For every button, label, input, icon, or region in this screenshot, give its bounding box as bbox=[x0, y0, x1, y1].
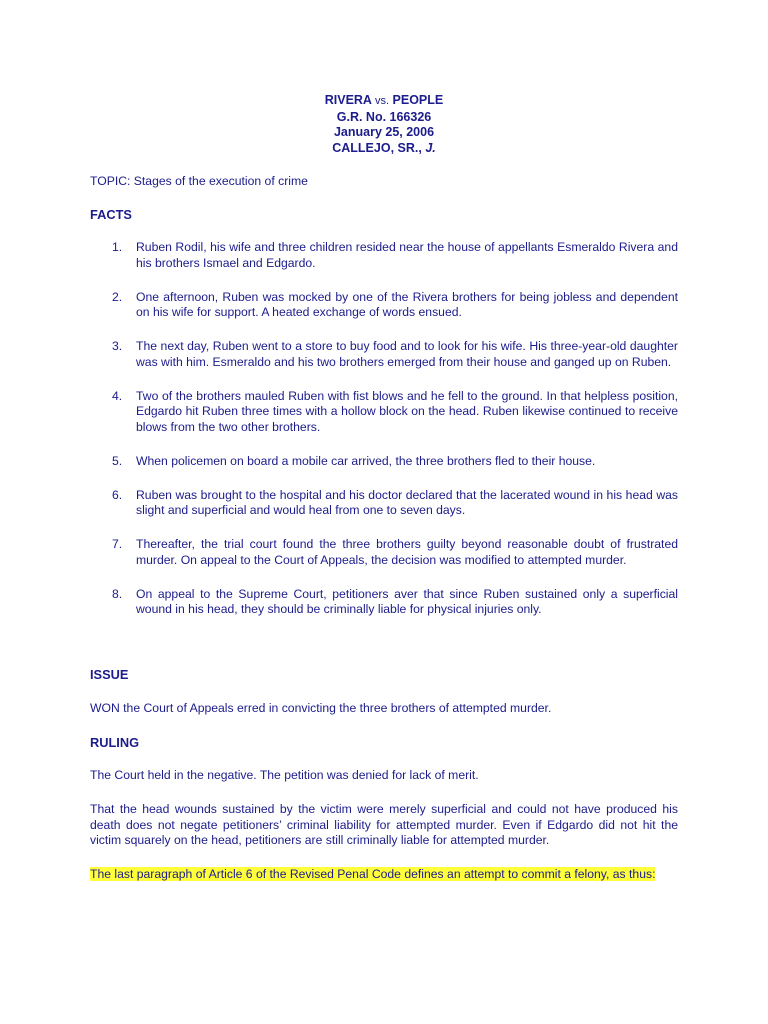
list-item-text: The next day, Ruben went to a store to buy food and to look for his wife. His three-year-old daughter was with him. Esmeraldo and his two brothers emerged from their house and ganged up on Ruben. bbox=[136, 339, 678, 369]
list-item bbox=[90, 454, 678, 470]
facts-heading: FACTS bbox=[90, 207, 132, 222]
ponente-name: CALLEJO, SR., bbox=[332, 140, 422, 155]
list-item-number: 5. bbox=[112, 453, 123, 468]
ruling-paragraph-highlighted bbox=[90, 867, 678, 883]
ponente bbox=[0, 141, 768, 157]
ponente-suffix: J. bbox=[425, 140, 436, 155]
list-item bbox=[90, 389, 678, 436]
list-item bbox=[90, 339, 678, 370]
gr-number: G.R. No. 166326 bbox=[336, 109, 432, 124]
list-item bbox=[90, 537, 678, 568]
highlighted-text: The last paragraph of Article 6 of the Revised Penal Code defines an attempt to commit a felony, as thus: bbox=[90, 867, 656, 881]
list-item-text: When policemen on board a mobile car arrived, the three brothers fled to their house. bbox=[136, 453, 596, 468]
list-item-number: 6. bbox=[112, 487, 123, 502]
list-item-text: One afternoon, Ruben was mocked by one of the Rivera brothers for being jobless and dependent on his wife for support. A heated exchange of words ensued. bbox=[136, 289, 678, 319]
case-party-left: RIVERA bbox=[324, 93, 372, 107]
list-item bbox=[90, 488, 678, 519]
facts-list bbox=[90, 240, 678, 636]
list-item bbox=[90, 290, 678, 321]
list-item-number: 1. bbox=[112, 240, 123, 254]
list-item bbox=[90, 240, 678, 271]
case-party-right: PEOPLE bbox=[392, 93, 444, 107]
list-item-number: 8. bbox=[112, 586, 123, 601]
issue-text: WON the Court of Appeals erred in convicting the three brothers of attempted murder. bbox=[90, 701, 552, 715]
topic-line: TOPIC: Stages of the execution of crime bbox=[90, 174, 308, 188]
ruling-heading: RULING bbox=[90, 735, 140, 750]
ruling-paragraph: That the head wounds sustained by the victim were merely superficial and could not have produced his death does not negate petitioners’ criminal liability for attempted murder. Even if Edgardo did not hit the victim squarely on the head, petitioners are still criminally liable for attempted murder. bbox=[90, 802, 678, 847]
list-item-number: 7. bbox=[112, 537, 123, 551]
case-header bbox=[0, 93, 768, 156]
decision-date: January 25, 2006 bbox=[333, 125, 435, 139]
list-item-number: 4. bbox=[112, 388, 123, 403]
list-item bbox=[90, 587, 678, 618]
list-item-text: Ruben Rodil, his wife and three children resided near the house of appellants Esmeraldo Rivera and his brothers Ismael and Edgardo. bbox=[136, 240, 678, 270]
list-item-text: Two of the brothers mauled Ruben with fist blows and he fell to the ground. In that helpless position, Edgardo hit Ruben three times with a hollow block on the head. Ruben likewise continued to receive blows from the two other brothers. bbox=[136, 388, 678, 434]
list-item-number: 2. bbox=[112, 289, 123, 304]
case-title bbox=[0, 93, 768, 110]
issue-heading: ISSUE bbox=[90, 667, 129, 682]
ruling-paragraph: The Court held in the negative. The petition was denied for lack of merit. bbox=[90, 768, 479, 782]
list-item-text: On appeal to the Supreme Court, petitioners aver that since Ruben sustained only a superficial wound in his head, they should be criminally liable for physical injuries only. bbox=[136, 586, 678, 616]
list-item-text: Ruben was brought to the hospital and his doctor declared that the lacerated wound in his head was slight and superficial and would heal from one to seven days. bbox=[136, 487, 678, 517]
list-item-number: 3. bbox=[112, 339, 123, 353]
case-vs: vs. bbox=[374, 95, 390, 107]
list-item-text: Thereafter, the trial court found the three brothers guilty beyond reasonable doubt of frustrated murder. On appeal to the Court of Appeals, the decision was modified to attempted murder. bbox=[136, 537, 678, 567]
